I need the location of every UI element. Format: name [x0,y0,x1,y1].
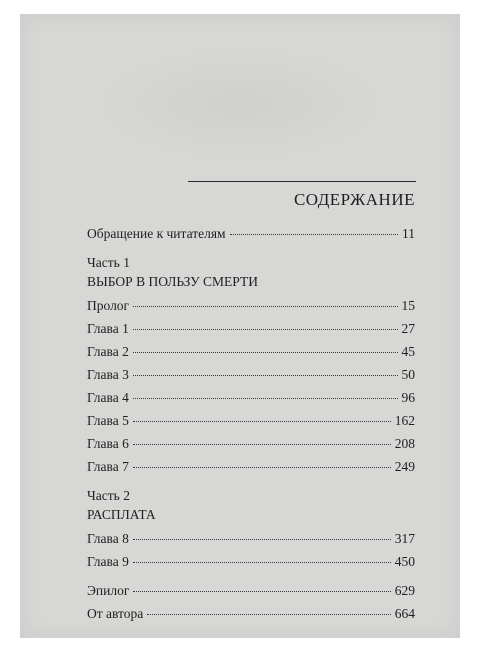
part-2-subtitle: РАСПЛАТА [87,507,156,522]
toc-entry-label: Глава 8 [87,531,129,546]
dot-leader [133,421,391,422]
dot-leader [133,539,391,540]
toc-entry-page: 317 [394,531,415,546]
toc-entry-label: Глава 5 [87,413,129,428]
page-title: СОДЕРЖАНИЕ [293,190,415,209]
toc-entry-page: 96 [401,390,415,405]
toc-entry-page: 50 [401,367,415,382]
toc-entry-label: Глава 3 [87,367,129,382]
toc-entry-chapter-5 [87,412,415,430]
toc-entry-page: 15 [401,298,415,313]
toc-entry-page: 27 [401,321,415,336]
toc-entry-page: 249 [394,459,415,474]
toc-entry-epilogue [87,582,415,600]
toc-entry-label: От автора [87,606,144,621]
toc-entry-intro [87,225,415,243]
toc-entry-label: Пролог [87,298,130,313]
title-rule [188,181,416,182]
dot-leader [133,562,391,563]
toc-entry-page: 664 [394,606,415,621]
part-1-heading: Часть 1 [87,255,130,270]
toc-entry-label: Глава 2 [87,344,129,359]
dot-leader [133,352,398,353]
toc-entry-label: Глава 1 [87,321,129,336]
dot-leader [133,591,390,592]
toc-entry-label: Эпилог [87,583,130,598]
dot-leader [230,234,398,235]
dot-leader [133,467,391,468]
toc-entry-chapter-3 [87,366,415,384]
toc-entry-page: 450 [394,554,415,569]
toc-entry-chapter-9 [87,553,415,571]
toc-entry-chapter-6 [87,435,415,453]
dot-leader [147,614,390,615]
dot-leader [133,306,397,307]
book-page [20,14,460,638]
dot-leader [133,375,398,376]
dot-leader [133,329,398,330]
toc-entry-page: 11 [402,226,415,241]
dot-leader [133,444,391,445]
toc-entry-chapter-8 [87,530,415,548]
toc-entry-label: Обращение к читателям [87,226,226,241]
toc-entry-chapter-2 [87,343,415,361]
toc-entry-page: 162 [394,413,415,428]
toc-entry-label: Глава 6 [87,436,129,451]
part-1-subtitle: ВЫБОР В ПОЛЬЗУ СМЕРТИ [87,274,258,289]
toc-entry-prologue [87,297,415,315]
toc-entry-chapter-1 [87,320,415,338]
toc-entry-chapter-7 [87,458,415,476]
toc-entry-chapter-4 [87,389,415,407]
toc-entry-page: 45 [401,344,415,359]
part-2-heading: Часть 2 [87,488,130,503]
toc-entry-page: 629 [394,583,415,598]
toc-entry-page: 208 [394,436,415,451]
dot-leader [133,398,398,399]
toc-entry-label: Глава 7 [87,459,129,474]
toc-entry-label: Глава 9 [87,554,129,569]
toc-entry-afterword [87,605,415,623]
toc-entry-label: Глава 4 [87,390,129,405]
